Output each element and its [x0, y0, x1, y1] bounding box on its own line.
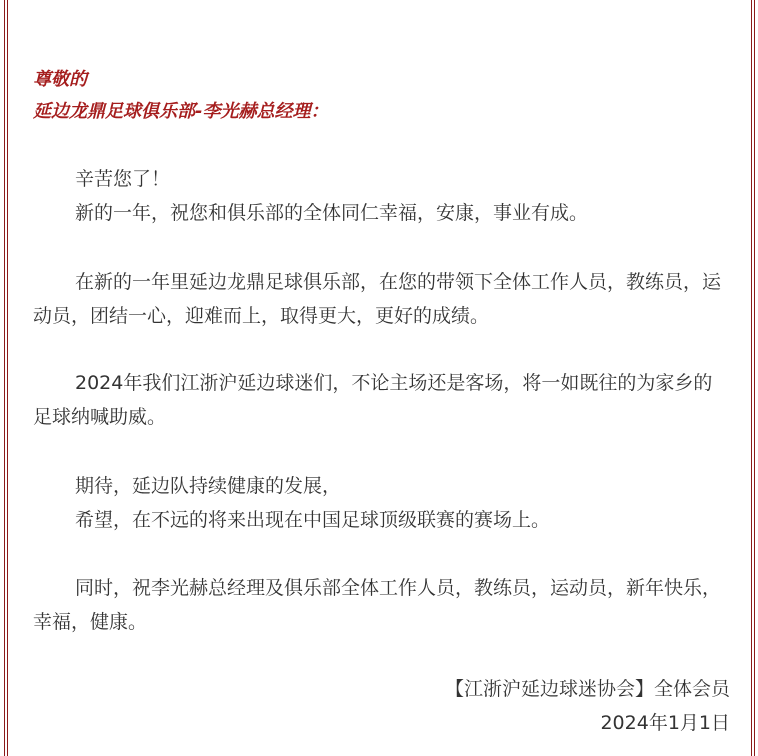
paragraph-wishes: [33, 265, 725, 333]
paragraph-hopes: [33, 469, 725, 537]
greeting-line-1: 辛苦您了！: [75, 168, 171, 190]
salutation-line-1: 尊敬的: [33, 69, 87, 90]
signature-date: 2024年1月1日: [600, 712, 730, 734]
hopes-line-2: 希望，在不远的将来出现在中国足球顶级联赛的赛场上。: [75, 509, 551, 531]
signature-block: [445, 672, 730, 740]
left-border-rule: [4, 0, 5, 756]
signature-sender: 【江浙沪延边球迷协会】全体会员: [444, 678, 730, 700]
support-text: 2024年我们江浙沪延边球迷们，不论主场还是客场，将一如既往的为家乡的足球纳喊助威。: [33, 372, 713, 428]
hopes-line-1: 期待，延边队持续健康的发展，: [75, 475, 342, 497]
paragraph-greeting: [33, 162, 725, 230]
wishes-text: 在新的一年里延边龙鼎足球俱乐部，在您的带领下全体工作人员，教练员，运动员，团结一心，迎难而上，取得更大，更好的成绩。: [33, 271, 722, 327]
right-border-rule: [754, 0, 755, 756]
salutation-line-2: 延边龙鼎足球俱乐部-李光赫总经理：: [33, 101, 329, 122]
paragraph-support: [33, 366, 725, 434]
paragraph-closing: [33, 571, 725, 639]
greeting-line-2: 新的一年，祝您和俱乐部的全体同仁幸福，安康，事业有成。: [75, 202, 589, 224]
salutation: [33, 64, 328, 128]
closing-text: 同时，祝李光赫总经理及俱乐部全体工作人员，教练员，运动员，新年快乐，幸福，健康。: [33, 577, 722, 633]
